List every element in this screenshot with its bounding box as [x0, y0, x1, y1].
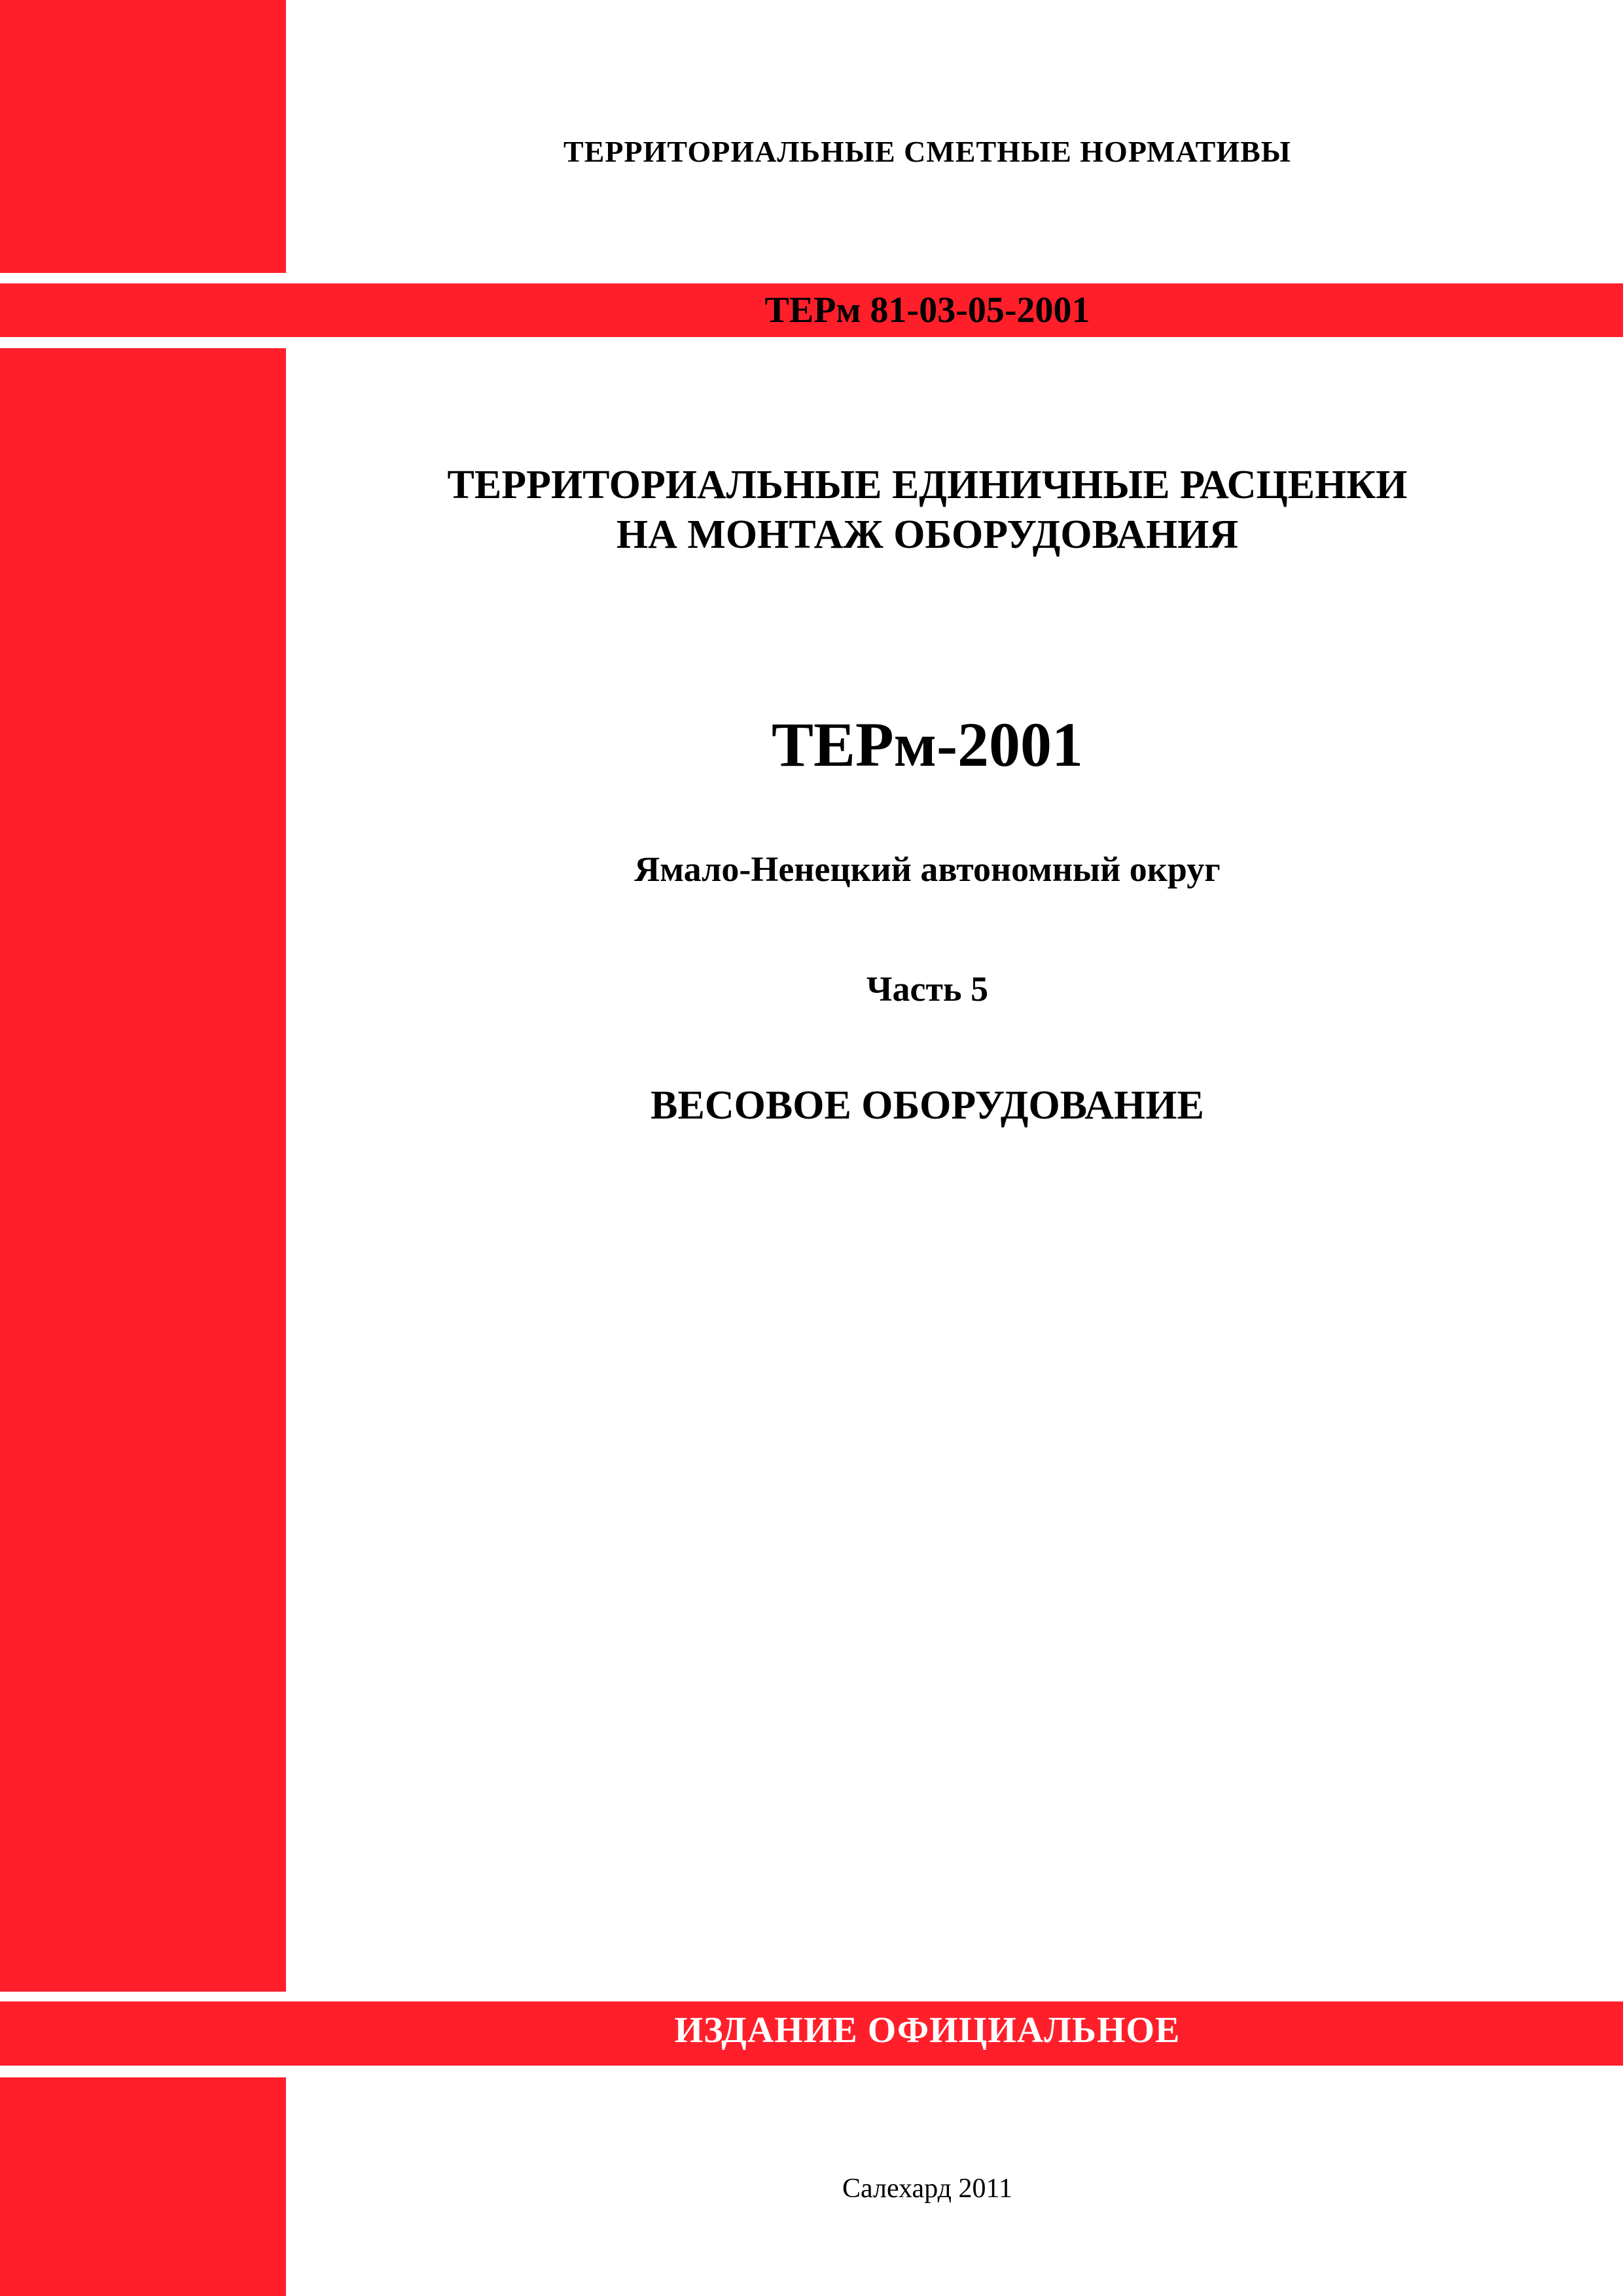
city-year: Салехард 2011	[842, 2174, 1012, 2204]
official-edition-banner: ИЗДАНИЕ ОФИЦИАЛЬНОЕ	[674, 2010, 1181, 2051]
series-title: ТЕРРИТОРИАЛЬНЫЕ СМЕТНЫЕ НОРМАТИВЫ	[563, 135, 1291, 168]
red-left-column-bottom	[0, 2077, 286, 2296]
red-left-column-middle	[0, 348, 286, 1992]
part-number: Часть 5	[866, 969, 989, 1009]
main-title-line-2: НА МОНТАЖ ОБОРУДОВАНИЯ	[616, 512, 1239, 557]
edition-title: ТЕРм-2001	[771, 709, 1084, 780]
section-title: ВЕСОВОЕ ОБОРУДОВАНИЕ	[651, 1083, 1204, 1128]
document-code: ТЕРм 81-03-05-2001	[764, 290, 1090, 331]
region-name: Ямало-Ненецкий автономный округ	[634, 850, 1221, 889]
main-title-line-1: ТЕРРИТОРИАЛЬНЫЕ ЕДИНИЧНЫЕ РАСЦЕНКИ	[447, 463, 1408, 507]
main-title	[286, 460, 1569, 560]
red-left-column-top	[0, 0, 286, 273]
